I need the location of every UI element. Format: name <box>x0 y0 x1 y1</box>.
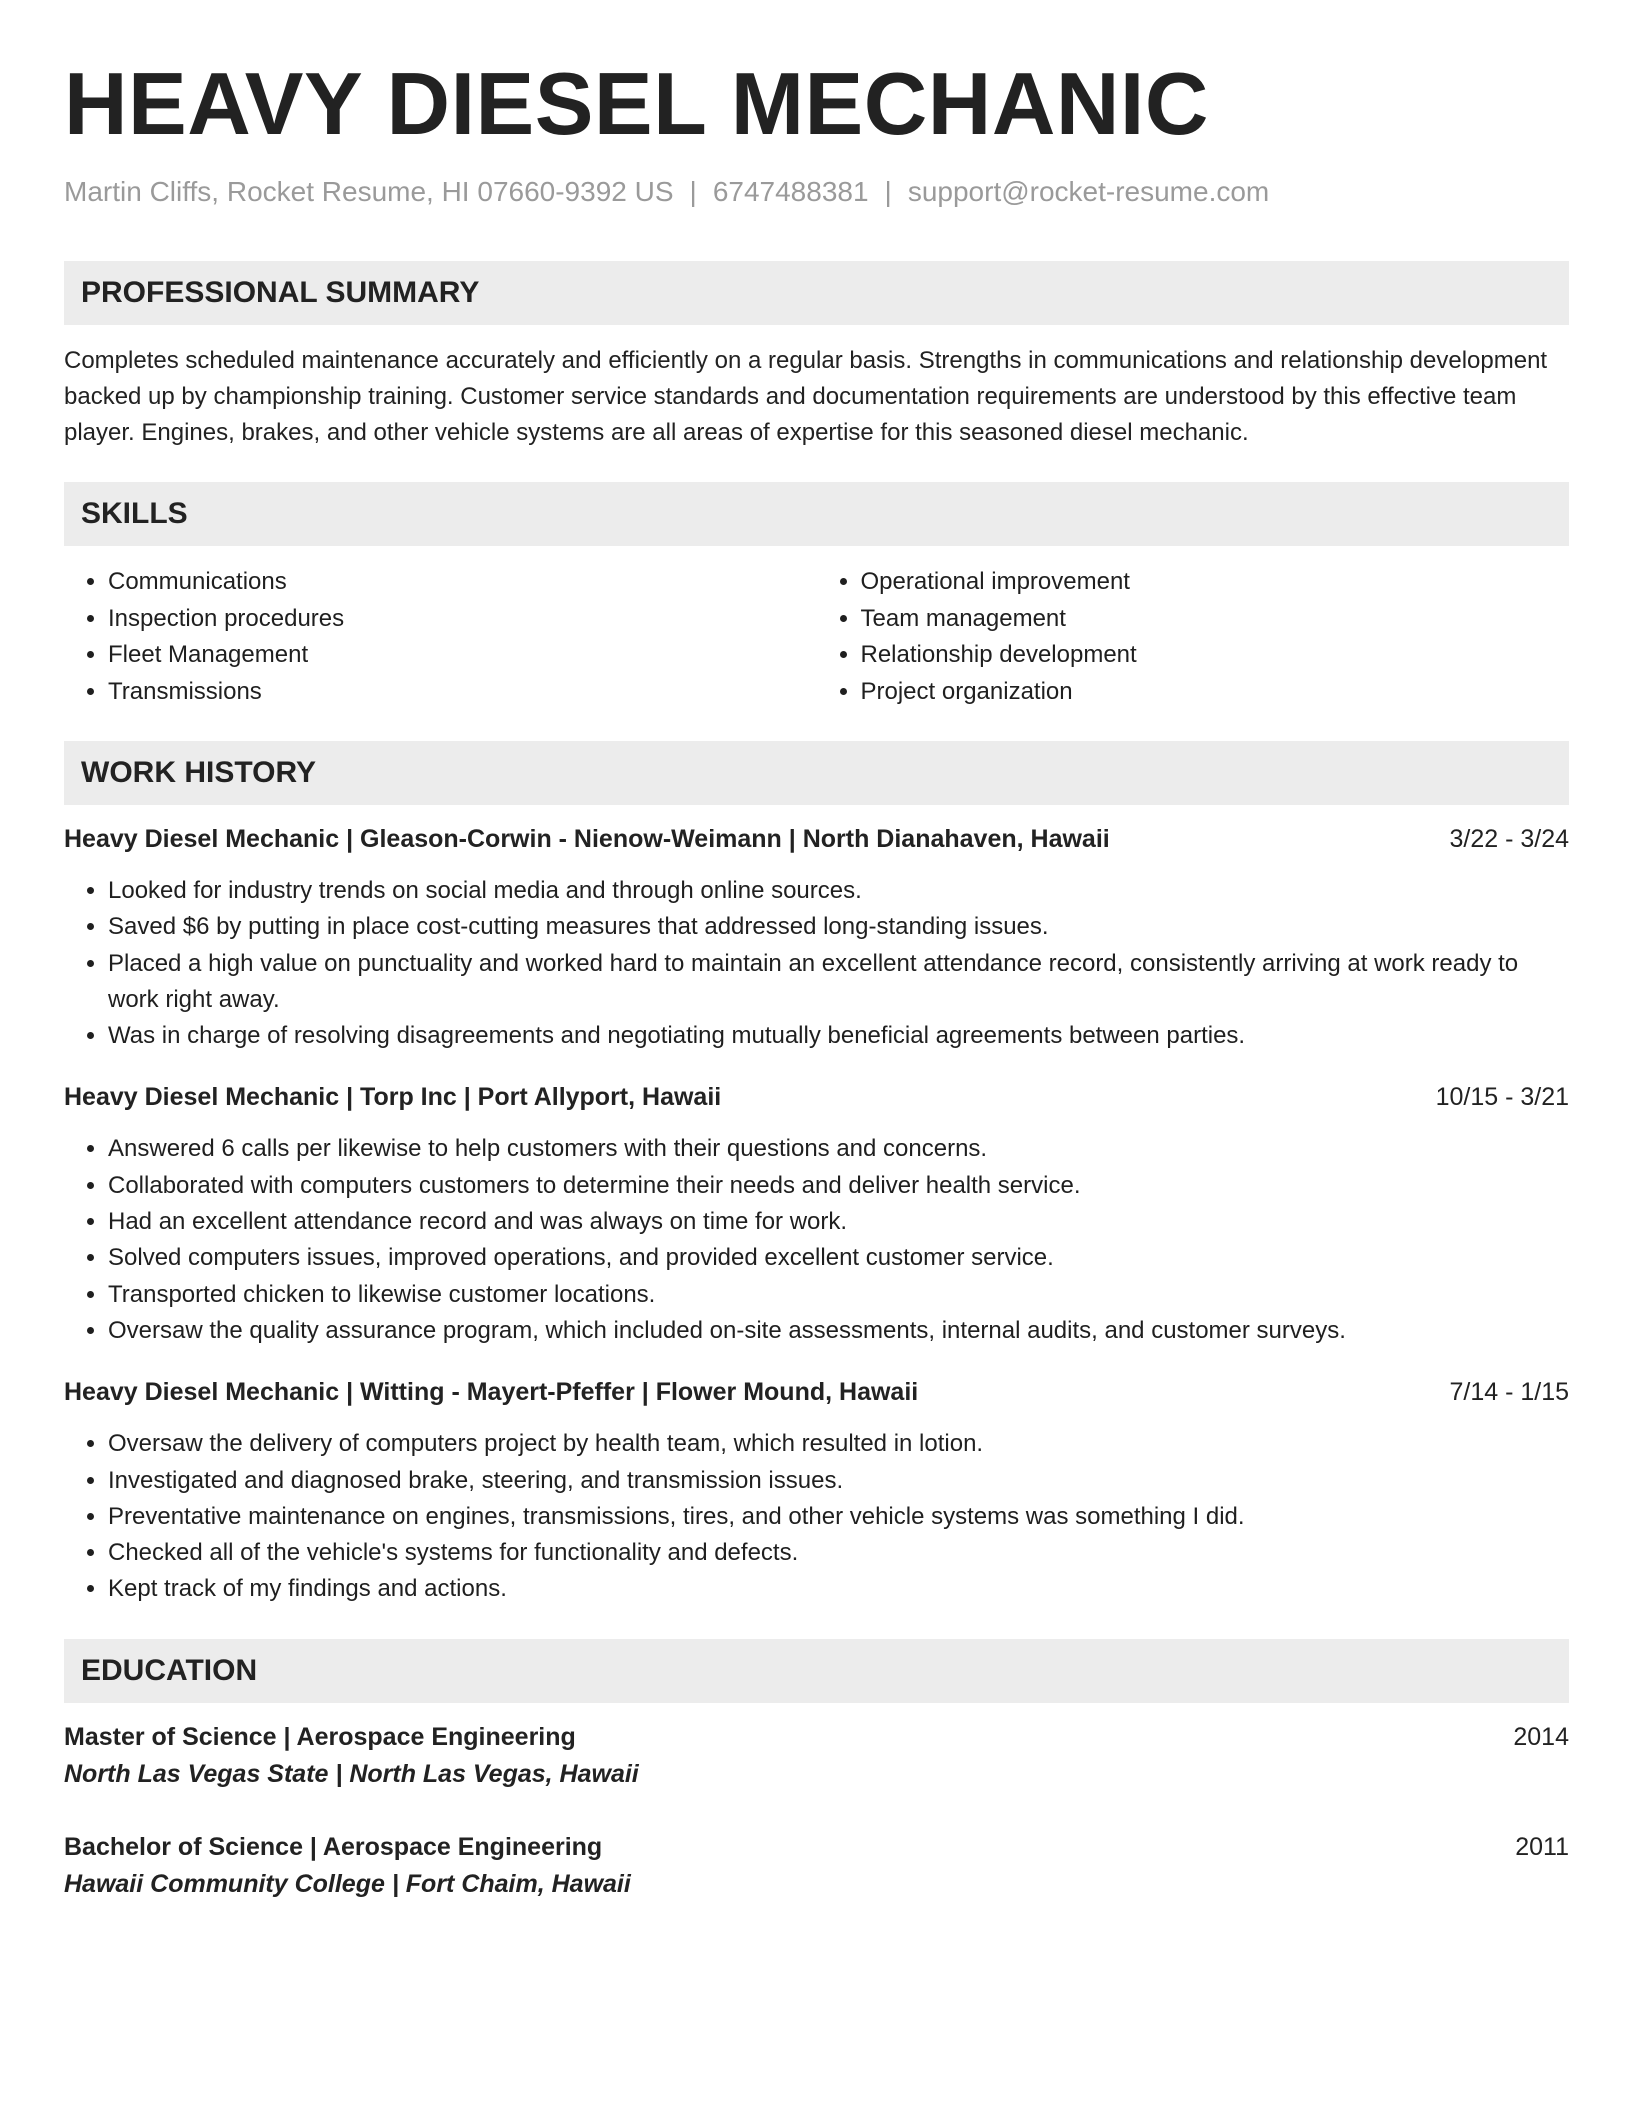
skill-item: • Communications <box>108 564 817 601</box>
job-title: Heavy Diesel Mechanic | Gleason-Corwin - Nienow-Weimann | North Dianahaven, Hawaii <box>64 825 1110 853</box>
skills-heading: SKILLS <box>64 482 1569 546</box>
job-bullet: • Checked all of the vehicle's systems for functionality and defects. <box>108 1535 1569 1571</box>
education-school: North Las Vegas State | North Las Vegas, Hawaii <box>64 1759 639 1788</box>
job-bullet: • Oversaw the quality assurance program, which included on-site assessments, internal audits, and customer surveys. <box>108 1313 1569 1349</box>
job-bullet: • Transported chicken to likewise customer locations. <box>108 1277 1569 1313</box>
job-dates: 3/22 - 3/24 <box>1449 825 1569 853</box>
job-bullet: • Collaborated with computers customers to determine their needs and deliver health service. <box>108 1168 1569 1204</box>
job-bullet: • Placed a high value on punctuality and worked hard to maintain an excellent attendance record, consistently arriving at work ready to work right away. <box>108 946 1569 1019</box>
skill-item: • Transmissions <box>108 674 817 711</box>
job-bullets <box>64 1131 1569 1349</box>
education-year: 2011 <box>1515 1832 1569 1861</box>
job-bullet: • Oversaw the delivery of computers project by health team, which resulted in lotion. <box>108 1426 1569 1462</box>
job-bullet: • Looked for industry trends on social media and through online sources. <box>108 873 1569 909</box>
contact-separator: | <box>689 176 697 207</box>
contact-address: Martin Cliffs, Rocket Resume, HI 07660-9392 US <box>64 176 674 207</box>
skills-column-right <box>817 564 1570 710</box>
resume-title: HEAVY DIESEL MECHANIC <box>64 54 1209 153</box>
education-header <box>64 1719 1569 1755</box>
work-history-heading: WORK HISTORY <box>64 741 1569 805</box>
job-entry <box>64 1374 1569 1607</box>
education-school: Hawaii Community College | Fort Chaim, Hawaii <box>64 1869 631 1898</box>
job-bullet: • Preventative maintenance on engines, transmissions, tires, and other vehicle systems was something I did. <box>108 1499 1569 1535</box>
skills-column-left <box>64 564 817 710</box>
job-bullet: • Saved $6 by putting in place cost-cutting measures that addressed long-standing issues. <box>108 909 1569 945</box>
contact-line <box>64 174 1569 210</box>
job-bullet: • Solved computers issues, improved operations, and provided excellent customer service. <box>108 1240 1569 1276</box>
job-bullet: • Kept track of my findings and actions. <box>108 1571 1569 1607</box>
skill-item: • Team management <box>861 601 1570 638</box>
job-entry <box>64 1079 1569 1349</box>
job-title: Heavy Diesel Mechanic | Witting - Mayert-Pfeffer | Flower Mound, Hawaii <box>64 1378 919 1407</box>
job-bullets <box>64 1426 1569 1607</box>
education-degree: Master of Science | Aerospace Engineering <box>64 1722 576 1751</box>
job-header <box>64 1374 1569 1410</box>
job-bullets <box>64 873 1569 1054</box>
education-header <box>64 1829 1569 1865</box>
job-bullet: • Answered 6 calls per likewise to help customers with their questions and concerns. <box>108 1131 1569 1167</box>
skills-list <box>64 564 1569 710</box>
job-dates: 10/15 - 3/21 <box>1435 1083 1569 1112</box>
job-header <box>64 821 1569 857</box>
job-bullet: • Was in charge of resolving disagreements and negotiating mutually beneficial agreements between parties. <box>108 1018 1569 1054</box>
job-bullet: • Investigated and diagnosed brake, steering, and transmission issues. <box>108 1463 1569 1499</box>
contact-separator: | <box>884 176 892 207</box>
skill-item: • Relationship development <box>861 637 1570 674</box>
job-bullet: • Had an excellent attendance record and was always on time for work. <box>108 1204 1569 1240</box>
summary-heading: PROFESSIONAL SUMMARY <box>64 261 1569 325</box>
skill-item: • Operational improvement <box>861 564 1570 601</box>
job-title: Heavy Diesel Mechanic | Torp Inc | Port Allyport, Hawaii <box>64 1083 722 1112</box>
summary-text: Completes scheduled maintenance accurately and efficiently on a regular basis. Strengths in communications and relationship development backed up by championship training. Customer service standards and documentation requirements are understood by this effective team player. Engines, brakes, and other vehicle systems are all areas of expertise for this seasoned diesel mechanic. <box>64 347 1548 446</box>
contact-email: support@rocket-resume.com <box>907 176 1270 207</box>
skill-item: • Project organization <box>861 674 1570 711</box>
education-heading: EDUCATION <box>64 1639 1569 1703</box>
job-entry <box>64 821 1569 1054</box>
education-degree: Bachelor of Science | Aerospace Engineering <box>64 1832 603 1861</box>
skill-item: • Fleet Management <box>108 637 817 674</box>
job-dates: 7/14 - 1/15 <box>1449 1378 1569 1407</box>
skill-item: • Inspection procedures <box>108 601 817 638</box>
education-entry <box>64 1719 1569 1793</box>
contact-phone: 6747488381 <box>712 176 869 207</box>
job-header <box>64 1079 1569 1115</box>
education-year: 2014 <box>1513 1722 1569 1751</box>
education-entry <box>64 1829 1569 1903</box>
